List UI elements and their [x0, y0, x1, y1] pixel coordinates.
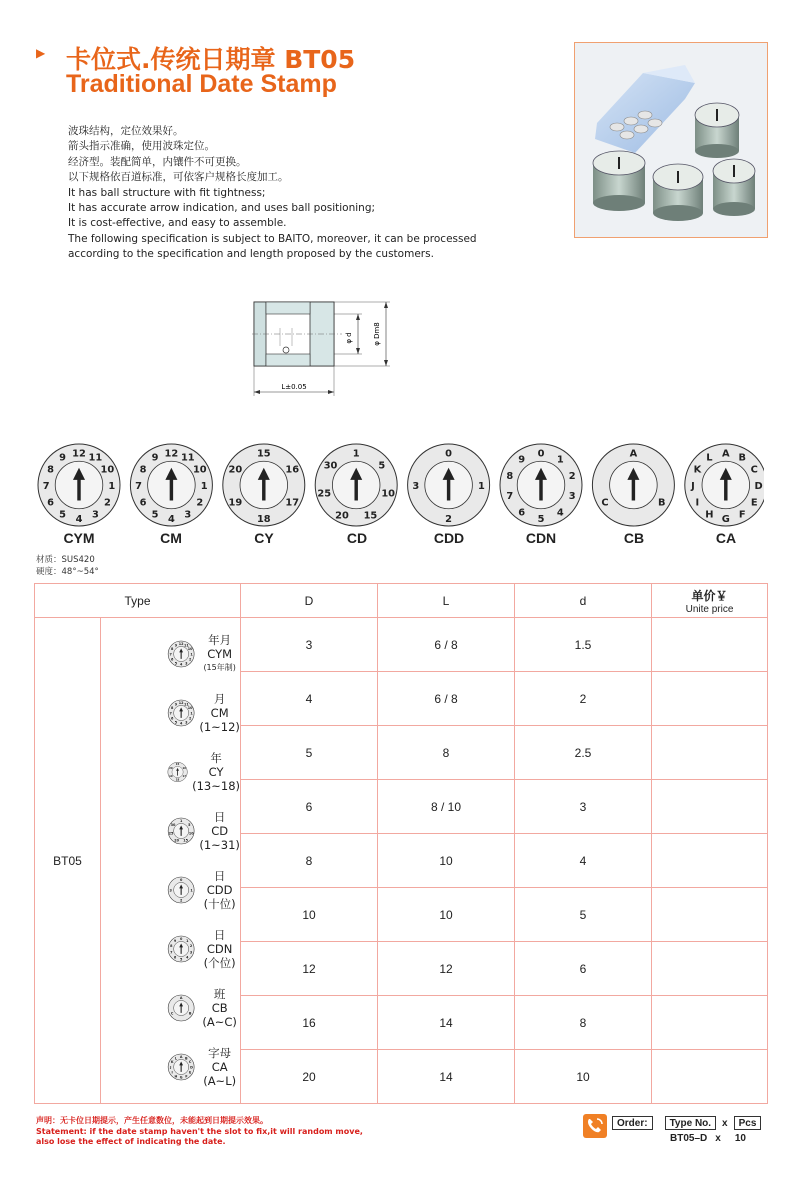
type-cdn-dial-label: 7: [170, 950, 173, 955]
type-cn: 日: [213, 869, 226, 883]
type-cdn-dial-label: 9: [173, 938, 177, 943]
type-cm-dial-label: 5: [174, 720, 178, 725]
header-price-en: Unite price: [685, 603, 734, 615]
dim-D-label: φ Dm8: [373, 322, 381, 346]
type-cm-dial-label: 1: [190, 711, 193, 716]
table-header-row: [35, 584, 768, 618]
type-cb-dial-label: B: [188, 1011, 192, 1016]
type-cb-dial-label: C: [170, 1011, 174, 1016]
stamp-cm-dial-label: 7: [135, 481, 143, 493]
stamp-label-cb: CB: [623, 530, 645, 546]
order-type-label: Type No.: [665, 1116, 716, 1130]
stamp-label-cd: CD: [346, 530, 368, 546]
cell-price: [652, 996, 768, 1050]
cell-price: [652, 834, 768, 888]
cdn-dial-icon: [167, 924, 195, 974]
type-entry: [101, 861, 240, 920]
cd-dial-icon: [167, 806, 195, 856]
type-cy-dial-label: 16: [182, 767, 187, 771]
cdd-dial-icon: [167, 865, 195, 915]
type-ca-dial-label: D: [190, 1065, 193, 1070]
stamp-cym-dial-icon: [38, 444, 120, 526]
type-range: (个位): [203, 956, 236, 970]
product-description: [68, 124, 508, 263]
type-entry: [101, 920, 240, 979]
type-ca-dial-label: F: [185, 1074, 188, 1079]
series-cell: BT05: [35, 618, 101, 1104]
type-cdn-dial-label: 2: [189, 944, 193, 949]
cell-D: 3: [241, 618, 378, 672]
type-range: (15年制): [203, 663, 236, 672]
stamp-type-row: [34, 443, 764, 553]
type-cym-dial-label: 2: [188, 657, 192, 662]
statement-note: [36, 1116, 363, 1148]
type-ca-dial-icon: [168, 1054, 194, 1080]
table-row: [35, 618, 768, 672]
stamp-cdn-dial-label: 4: [556, 507, 564, 519]
header-price: [652, 584, 768, 618]
type-cm-dial-label: 11: [183, 702, 189, 707]
stamp-ca-dial-label: F: [738, 509, 746, 521]
type-text: [199, 928, 240, 970]
type-cd-dial-label: 5: [188, 822, 191, 827]
cell-D: 4: [241, 672, 378, 726]
types-cell: [101, 618, 241, 1104]
type-cdd-dial-icon: [168, 877, 194, 903]
type-cy-dial-label: 15: [175, 763, 180, 767]
stamp-cy-dial-label: 16: [285, 464, 300, 476]
cell-d: 6: [515, 942, 652, 996]
type-cm-dial-label: 4: [179, 721, 183, 726]
type-cym-dial-label: 3: [185, 661, 188, 666]
type-cy-dial-label: 20: [169, 767, 173, 771]
stamp-cdn-dial-label: 7: [506, 491, 514, 503]
cell-price: [652, 888, 768, 942]
cell-d: 2.5: [515, 726, 652, 780]
order-label: Order:: [612, 1116, 653, 1130]
type-cm-dial-label: 8: [170, 706, 174, 711]
statement-cn: 声明：无卡位日期提示，产生任意数位，未能起到日期提示效果。: [36, 1116, 268, 1125]
cell-d: 1.5: [515, 618, 652, 672]
stamp-label-ca: CA: [715, 530, 737, 546]
stamp-cm-dial-label: 4: [167, 513, 175, 525]
order-example-type: BT05–D: [670, 1133, 708, 1144]
description-line: It has accurate arrow indication, and uses ball positioning;: [68, 202, 376, 215]
title-arrow-icon: ▶: [36, 46, 46, 60]
stamp-cdn-dial-label: 2: [568, 470, 576, 482]
stamp-cm-dial-label: 10: [192, 464, 207, 476]
technical-drawing: [250, 288, 400, 400]
stamp-cd-dial-label: 10: [381, 488, 396, 500]
stamp-cdn-dial-label: 8: [506, 470, 514, 482]
stamp-cym-dial-label: 5: [59, 509, 67, 521]
spec-table-body: [35, 618, 768, 1104]
stamp-label-cym: CYM: [63, 530, 95, 546]
cell-L: 10: [378, 834, 515, 888]
description-line: 箭头指示准确，使用波珠定位。: [68, 140, 215, 153]
stamp-ca-dial-label: A: [721, 448, 730, 460]
type-cn: 班: [213, 987, 226, 1001]
type-code: CD: [211, 824, 229, 838]
type-cm-dial-label: 7: [169, 711, 172, 716]
stamp-cdn-dial-label: 5: [537, 513, 545, 525]
type-cdn-dial-icon: [168, 936, 194, 962]
type-cb-dial-label: A: [179, 995, 183, 1000]
statement-en-2: also lose the effect of indicating the date.: [36, 1137, 226, 1146]
stamp-ca-dial-label: K: [693, 464, 702, 476]
type-range: (A~C): [202, 1015, 237, 1029]
stamp-ca-dial-label: B: [738, 452, 746, 464]
stamp-cd-dial-label: 25: [317, 488, 332, 500]
type-cym-dial-label: 10: [187, 647, 193, 652]
hardness-line: 硬度：48°~54°: [36, 567, 99, 577]
stamp-cym-dial-label: 8: [47, 464, 55, 476]
stamp-cy-dial-label: 17: [285, 497, 300, 509]
type-cdd-dial-label: 0: [179, 877, 183, 882]
stamp-cb-dial-label: A: [629, 448, 638, 460]
stamp-cd-dial-label: 5: [378, 460, 386, 472]
cell-L: 14: [378, 996, 515, 1050]
order-example-x: x: [715, 1133, 721, 1144]
type-cdd-dial-label: 2: [179, 898, 183, 903]
type-cdn-dial-label: 4: [186, 955, 189, 960]
type-cym-dial-label: 9: [174, 643, 178, 648]
description-line: 波珠结构，定位效果好。: [68, 125, 184, 137]
stamp-ca-dial-icon: [685, 444, 764, 526]
stamp-cb-dial-icon: [592, 444, 674, 526]
stamp-label-cdd: CDD: [433, 530, 465, 546]
cell-d: 3: [515, 780, 652, 834]
order-example-qty: 10: [734, 1133, 746, 1144]
type-code: CA: [211, 1060, 228, 1074]
type-ca-dial-label: L: [174, 1056, 178, 1061]
type-cym-dial-label: 5: [174, 661, 178, 666]
stamp-cm-dial-label: 3: [184, 509, 192, 521]
spec-table: [34, 583, 768, 1104]
ca-dial-icon: [167, 1042, 195, 1092]
type-text: [199, 810, 240, 852]
header-D: D: [241, 584, 378, 618]
type-cn: 年月: [208, 633, 232, 647]
header-L: L: [378, 584, 515, 618]
stamp-label-cdn: CDN: [525, 530, 557, 546]
description-line: It has ball structure with fit tightness;: [68, 186, 266, 199]
stamp-cy-dial-label: 20: [228, 464, 243, 476]
type-cym-dial-label: 4: [179, 662, 183, 667]
stamp-cy-dial-icon: [223, 444, 305, 526]
type-range: (1~12): [199, 720, 240, 734]
cell-d: 5: [515, 888, 652, 942]
type-entry: [101, 979, 240, 1038]
type-cn: 日: [213, 928, 226, 942]
type-cn: 年: [210, 751, 222, 765]
cell-D: 20: [241, 1050, 378, 1104]
type-entry: [101, 1038, 240, 1097]
type-cy-dial-icon: [168, 762, 187, 782]
type-cdn-dial-label: 5: [179, 957, 183, 962]
stamp-dials: [34, 443, 764, 529]
cell-price: [652, 672, 768, 726]
dim-d-label: φ d: [345, 332, 353, 344]
cb-dial-icon: [167, 983, 195, 1033]
type-code: CM: [210, 706, 229, 720]
type-cdd-dial-label: 1: [190, 888, 193, 893]
stamp-cym-dial-label: 6: [47, 497, 55, 509]
type-cdn-dial-label: 8: [170, 944, 173, 949]
order-pcs-label: Pcs: [734, 1116, 762, 1130]
stamp-cym-dial-label: 11: [88, 452, 103, 464]
cell-L: 8 / 10: [378, 780, 515, 834]
stamp-cdn-dial-label: 9: [518, 454, 526, 466]
stamp-cd-dial-icon: [315, 444, 397, 526]
description-line: It is cost-effective, and easy to assemble.: [68, 217, 287, 230]
type-text: [192, 751, 240, 793]
type-cm-dial-label: 10: [187, 706, 193, 711]
stamp-label-cy: CY: [254, 530, 274, 546]
type-code: CY: [208, 765, 224, 779]
header-price-cn: 单价￥: [691, 588, 728, 603]
stamp-cdn-dial-label: 1: [556, 454, 564, 466]
type-cym-dial-label: 6: [170, 657, 174, 662]
stamp-cm-dial-label: 2: [196, 497, 204, 509]
type-entry: [101, 684, 240, 743]
type-cm-dial-label: 2: [188, 716, 192, 721]
cell-price: [652, 726, 768, 780]
stamp-cm-dial-label: 11: [180, 452, 195, 464]
cell-L: 6 / 8: [378, 618, 515, 672]
type-ca-dial-label: C: [188, 1060, 192, 1065]
cross-section-diagram: [250, 288, 400, 400]
type-cn: 月: [213, 692, 226, 706]
stamp-cy-dial-label: 18: [256, 513, 271, 525]
description-line: 经济型。装配简单，内镶件不可更换。: [68, 155, 247, 168]
type-range: (13~18): [192, 779, 241, 793]
type-code: CDD: [206, 883, 233, 897]
type-range: (十位): [203, 897, 236, 911]
type-cn: 日: [213, 810, 226, 824]
cell-L: 8: [378, 726, 515, 780]
cell-D: 6: [241, 780, 378, 834]
stamp-ca-dial-label: E: [750, 497, 758, 509]
type-cdn-dial-label: 0: [179, 936, 183, 941]
type-ca-dial-label: J: [170, 1065, 172, 1070]
type-cym-dial-label: 12: [178, 641, 184, 646]
description-line: according to the specification and length proposed by the customers.: [68, 248, 434, 261]
type-cd-dial-label: 30: [170, 822, 176, 827]
type-text: [199, 1046, 240, 1088]
cell-L: 14: [378, 1050, 515, 1104]
cell-d: 2: [515, 672, 652, 726]
header-d: d: [515, 584, 652, 618]
type-cm-dial-label: 9: [174, 702, 178, 707]
cell-price: [652, 1050, 768, 1104]
stamp-cb-dial-label: B: [658, 497, 666, 509]
type-ca-dial-label: E: [188, 1070, 192, 1075]
type-code: CB: [211, 1001, 228, 1015]
stamp-cym-dial-label: 4: [75, 513, 83, 525]
type-cm-dial-icon: [168, 700, 194, 726]
type-cm-dial-label: 12: [178, 700, 184, 705]
cy-dial-icon: [167, 747, 188, 797]
type-cm-dial-label: 3: [185, 720, 188, 725]
type-ca-dial-label: A: [179, 1054, 183, 1059]
type-ca-dial-label: G: [179, 1075, 183, 1080]
product-photo: [574, 42, 768, 238]
type-entry: [101, 743, 240, 802]
cym-dial-icon: [167, 629, 195, 679]
type-entry: [101, 802, 240, 861]
stamp-cym-dial-label: 12: [72, 448, 86, 460]
type-text: [199, 869, 240, 911]
type-cy-dial-label: 18: [175, 778, 180, 782]
description-line: 以下规格依百道标准，可依客户规格长度加工。: [68, 171, 289, 184]
stamp-ca-dial-label: I: [695, 497, 700, 509]
type-cd-dial-label: 10: [188, 831, 194, 836]
type-cd-dial-label: 25: [168, 831, 174, 836]
stamp-cy-dial-label: 15: [256, 448, 271, 460]
stamp-cm-dial-label: 6: [139, 497, 147, 509]
type-text: [199, 987, 240, 1029]
type-text: [199, 633, 240, 675]
stamp-cdn-dial-label: 0: [537, 448, 545, 460]
statement-en-1: Statement: if the date stamp haven't the slot to fix,it will random move,: [36, 1126, 363, 1136]
type-text: [199, 692, 240, 734]
stamp-cdd-dial-icon: [408, 444, 490, 526]
product-photo-illustration: [575, 43, 768, 238]
stamp-cdd-dial-label: 0: [445, 448, 453, 460]
cell-L: 12: [378, 942, 515, 996]
type-cym-dial-icon: [168, 641, 194, 667]
stamp-cym-dial-label: 1: [108, 481, 116, 493]
stamp-cm-dial-label: 9: [151, 452, 159, 464]
stamp-cm-dial-label: 1: [200, 481, 208, 493]
cell-price: [652, 942, 768, 996]
stamp-cdn-dial-label: 3: [568, 491, 576, 503]
stamp-cb-dial-label: C: [601, 497, 609, 509]
cell-L: 6 / 8: [378, 672, 515, 726]
type-entry: [101, 625, 240, 684]
stamp-ca-dial-label: D: [754, 481, 763, 493]
description-line: The following specification is subject to BAITO, moreover, it can be processed: [68, 232, 477, 245]
type-cym-dial-label: 11: [183, 643, 189, 648]
cm-dial-icon: [167, 688, 195, 738]
stamp-cd-dial-label: 30: [323, 460, 338, 472]
type-cdn-dial-label: 3: [189, 950, 193, 955]
type-cd-dial-label: 15: [183, 838, 189, 843]
type-cy-dial-label: 19: [169, 774, 173, 778]
stamp-ca-dial-label: L: [706, 452, 713, 464]
type-cdd-dial-label: 3: [169, 888, 172, 893]
stamp-cym-dial-label: 7: [42, 481, 50, 493]
page-title-en: Traditional Date Stamp: [66, 70, 337, 98]
stamp-ca-dial-label: G: [721, 513, 730, 525]
stamp-cdn-dial-icon: [500, 444, 582, 526]
type-code: CDN: [206, 942, 233, 956]
type-cb-dial-icon: [168, 995, 194, 1021]
cell-D: 12: [241, 942, 378, 996]
cell-d: 4: [515, 834, 652, 888]
header-type: Type: [35, 584, 241, 618]
stamp-cy-dial-label: 19: [228, 497, 243, 509]
type-range: (1~31): [199, 838, 240, 852]
stamp-cym-dial-label: 9: [59, 452, 67, 464]
stamp-cym-dial-label: 10: [100, 464, 115, 476]
stamp-ca-dial-label: H: [705, 509, 714, 521]
stamp-label-cm: CM: [160, 530, 182, 546]
phone-order-icon: [583, 1114, 607, 1138]
phone-icon: [583, 1114, 607, 1138]
type-ca-dial-label: H: [174, 1074, 178, 1079]
stamp-cm-dial-label: 8: [139, 464, 147, 476]
stamp-cdd-dial-label: 1: [477, 481, 485, 493]
type-code: CYM: [207, 647, 233, 661]
type-ca-dial-label: K: [170, 1060, 174, 1065]
cell-D: 5: [241, 726, 378, 780]
stamp-cd-dial-label: 15: [363, 510, 378, 522]
cell-D: 10: [241, 888, 378, 942]
cell-price: [652, 618, 768, 672]
stamp-cd-dial-label: 1: [352, 448, 360, 460]
cell-D: 8: [241, 834, 378, 888]
stamp-cd-dial-label: 20: [335, 510, 349, 522]
dim-L-label: L±0.05: [281, 383, 307, 391]
stamp-cdd-dial-label: 3: [412, 481, 420, 493]
type-cd-dial-label: 1: [179, 818, 183, 823]
type-cym-dial-label: 1: [190, 652, 193, 657]
type-cm-dial-label: 6: [170, 716, 174, 721]
cell-d: 10: [515, 1050, 652, 1104]
page-title-cn: 卡位式.传统日期章 BT05: [66, 45, 356, 74]
order-x: x: [722, 1117, 728, 1129]
type-range: (A~L): [203, 1074, 237, 1088]
type-ca-dial-label: I: [171, 1070, 173, 1075]
stamp-cm-dial-label: 12: [164, 448, 179, 460]
stamp-cdn-dial-label: 6: [518, 507, 526, 519]
stamp-cym-dial-label: 2: [103, 497, 111, 509]
stamp-cym-dial-label: 3: [91, 509, 99, 521]
type-cy-dial-label: 17: [182, 774, 187, 778]
type-cdn-dial-label: 6: [173, 955, 177, 960]
stamp-cm-dial-icon: [130, 444, 212, 526]
type-cym-dial-label: 8: [170, 647, 174, 652]
type-cd-dial-label: 20: [174, 838, 179, 843]
stamp-ca-dial-label: J: [691, 481, 695, 493]
type-cn: 字母: [208, 1046, 232, 1060]
type-cym-dial-label: 7: [169, 652, 172, 657]
type-cd-dial-icon: [168, 818, 194, 844]
cell-D: 16: [241, 996, 378, 1050]
type-cdn-dial-label: 1: [186, 938, 189, 943]
cell-price: [652, 780, 768, 834]
order-format: [612, 1116, 761, 1130]
stamp-ca-dial-label: C: [750, 464, 758, 476]
stamp-cm-dial-label: 5: [151, 509, 159, 521]
stamp-cdd-dial-label: 2: [445, 513, 453, 525]
cell-L: 10: [378, 888, 515, 942]
type-ca-dial-label: B: [185, 1056, 188, 1061]
material-info: [36, 554, 99, 578]
cell-d: 8: [515, 996, 652, 1050]
material-line: 材质：SUS420: [36, 555, 95, 565]
order-example: [670, 1133, 746, 1144]
